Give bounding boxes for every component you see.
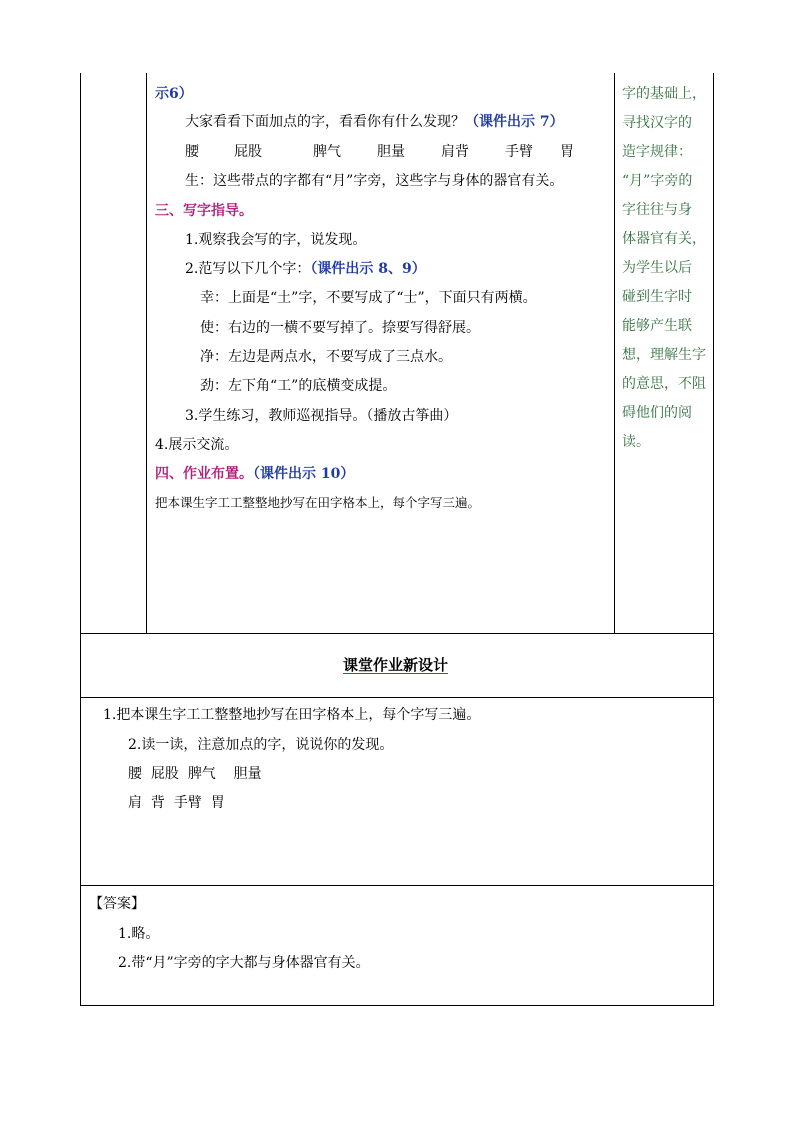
step-2 (185, 262, 426, 276)
side-note-line: 碍他们的阅 (622, 405, 692, 421)
table-border-left (80, 73, 81, 1006)
step-2-ppt: （课件出示 8、9） (310, 261, 426, 277)
design-q1: 1.把本课生字工工整整地抄写在田字格本上，每个字写三遍。 (103, 707, 481, 723)
word: 胆量 (233, 766, 262, 782)
side-note-line: 想，理解生字 (622, 347, 706, 363)
side-note-line: 体器官有关， (622, 231, 706, 247)
answer-label: 【答案】 (89, 896, 145, 912)
side-note (622, 80, 706, 457)
char-guide-jing: 净：左边是两点水，不要写成了三点水。 (200, 349, 452, 365)
ppt-6-tail: 示6） (155, 86, 193, 102)
side-note-line: 的意思，不阻 (622, 376, 706, 392)
step-2-text: 2.范写以下几个字： (185, 261, 311, 277)
word: 脾气 (313, 144, 341, 160)
char-guide-xing: 幸：上面是“土”字，不要写成了“士”，下面只有两横。 (200, 290, 537, 306)
section-4-label: 四、作业布置。 (155, 466, 253, 482)
section-4-ppt: （课件出示 10） (253, 466, 355, 482)
word: 胆量 (377, 144, 405, 160)
table-border-bottom (80, 1005, 714, 1006)
row-divider-1 (80, 633, 714, 634)
intro-text: 大家看看下面加点的字，看看你有什么发现？ (185, 114, 465, 130)
word: 背 (150, 795, 165, 811)
design-word-row-1 (128, 767, 262, 781)
char-guide-shi: 使：右边的一横不要写掉了。捺要写得舒展。 (200, 320, 480, 336)
section-3-title: 三、写字指导。 (155, 203, 253, 219)
word: 脾气 (187, 766, 216, 782)
word: 手臂 (173, 795, 202, 811)
char-guide-jin: 劲：左下角“工”的底横变成提。 (200, 378, 397, 394)
student-answer: 生：这些带点的字都有“月”字旁，这些字与身体的器官有关。 (185, 173, 564, 189)
column-divider-1 (146, 73, 147, 633)
table-border-right (713, 73, 714, 1006)
step-1: 1.观察我会写的字，说发现。 (185, 232, 367, 248)
intro-line (185, 115, 564, 129)
word: 肩 (128, 795, 142, 811)
section-4-title (155, 467, 354, 481)
row-divider-3 (80, 885, 714, 886)
design-word-row-2 (128, 796, 225, 810)
word: 胃 (210, 795, 225, 811)
side-note-line: 造字规律： (622, 144, 692, 160)
design-q2: 2.读一读，注意加点的字，说说你的发现。 (128, 737, 394, 753)
word: 腰 (185, 144, 199, 160)
word: 肩背 (441, 144, 469, 160)
step-4: 4.展示交流。 (155, 437, 239, 453)
design-title: 课堂作业新设计 (343, 656, 449, 674)
column-divider-2 (614, 73, 615, 633)
word-list (185, 145, 574, 159)
side-note-line: 读。 (622, 434, 650, 450)
word: 胃 (560, 144, 574, 160)
intro-ppt: （课件出示 7） (465, 114, 564, 130)
step-3: 3.学生练习，教师巡视指导。（播放古筝曲） (185, 408, 458, 424)
side-note-line: 字往往与身 (622, 202, 692, 218)
side-note-line: 能够产生联 (622, 318, 692, 334)
side-note-line: 碰到生字时 (622, 289, 692, 305)
row-divider-2 (80, 697, 714, 698)
side-note-line: 为学生以后 (622, 260, 692, 276)
word: 屁股 (234, 144, 262, 160)
side-note-line: 寻找汉字的 (622, 115, 692, 131)
side-note-line: “月”字旁的 (622, 173, 693, 189)
answer-1: 1.略。 (118, 926, 160, 942)
word: 屁股 (150, 766, 179, 782)
answer-2: 2.带“月”字旁的字大都与身体器官有关。 (118, 955, 370, 971)
word: 手臂 (505, 144, 533, 160)
homework-text: 把本课生字工工整整地抄写在田字格本上，每个字写三遍。 (155, 495, 481, 510)
side-note-line: 字的基础上， (622, 86, 706, 102)
word: 腰 (128, 766, 142, 782)
